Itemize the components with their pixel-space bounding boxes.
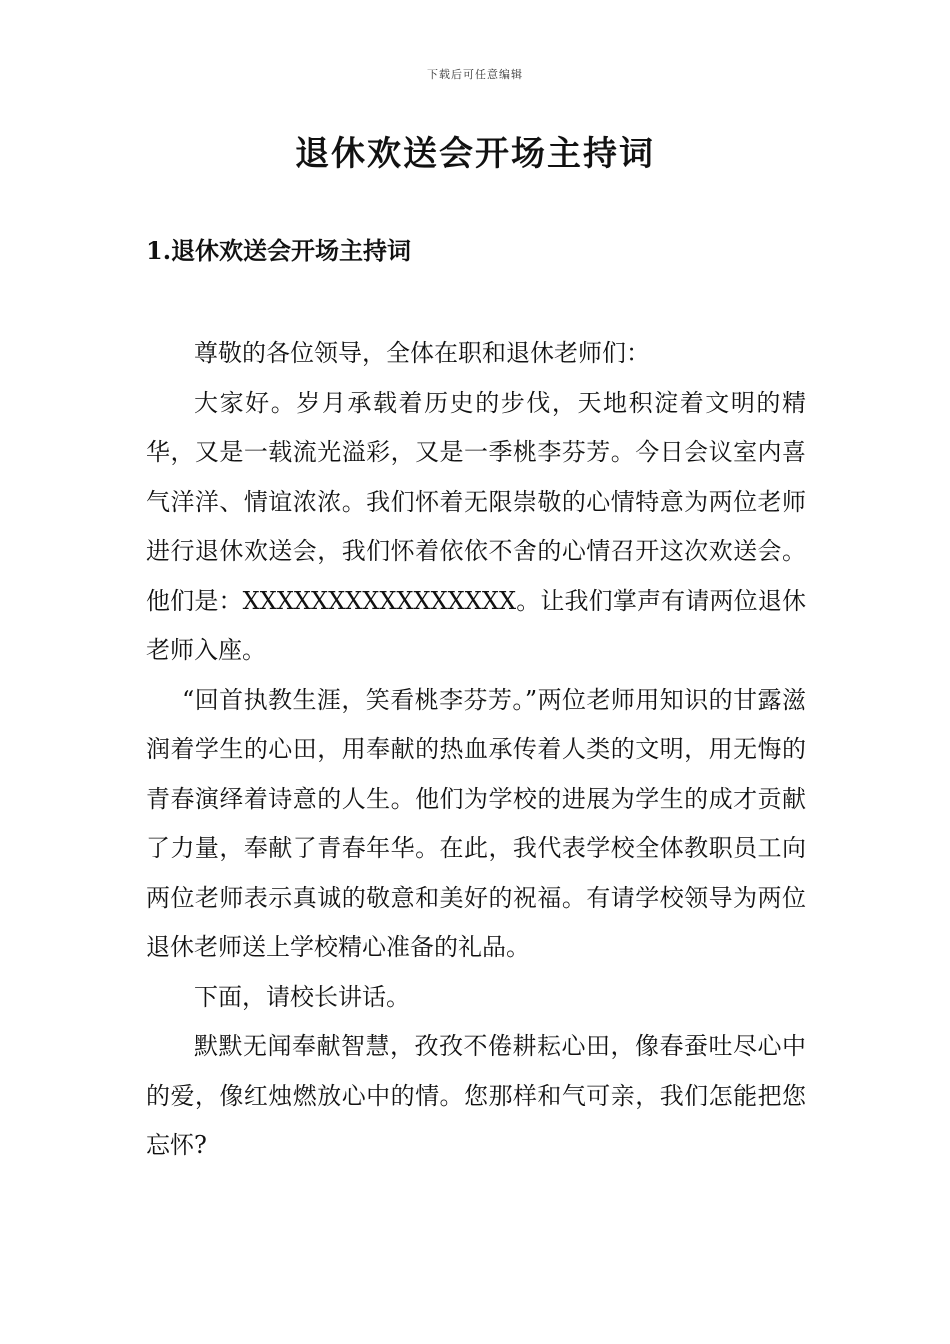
document-title: 退休欢送会开场主持词 xyxy=(295,134,655,174)
header-note: 下载后可任意编辑 xyxy=(427,68,523,81)
paragraph-greeting: 尊敬的各位领导，全体在职和退休老师们： xyxy=(194,339,650,367)
section-heading: 1.退休欢送会开场主持词 xyxy=(146,236,412,265)
document-body xyxy=(146,329,806,1171)
paragraph-closing: 默默无闻奉献智慧，孜孜不倦耕耘心田，像春蚕吐尽心中的爱，像红烛燃放心中的情。您那样和气可亲，我们怎能把您忘怀? xyxy=(146,1032,806,1159)
paragraph-opening: 大家好。岁月承载着历史的步伐，天地积淀着文明的精华，又是一载流光溢彩，又是一季桃李芬芳。今日会议室内喜气洋洋、情谊浓浓。我们怀着无限崇敬的心情特意为两位老师进行退休欢送会，我们怀着依依不舍的心情召开这次欢送会。他们是：XXXXXXXXXXXXXXXX。让我们掌声有请两位退休老师入座。 xyxy=(146,388,806,664)
paragraph-principal-speech: 下面，请校长讲话。 xyxy=(194,982,410,1011)
paragraph-tribute: “回首执教生涯，笑看桃李芬芳。”两位老师用知识的甘露滋润着学生的心田，用奉献的热血承传着人类的文明，用无悔的青春演绎着诗意的人生。他们为学校的进展为学生的成才贡献了力量，奉献了青春年华。在此，我代表学校全体教职员工向两位老师表示真诚的敬意和美好的祝福。有请学校领导为两位退休老师送上学校精心准备的礼品。 xyxy=(146,685,806,961)
